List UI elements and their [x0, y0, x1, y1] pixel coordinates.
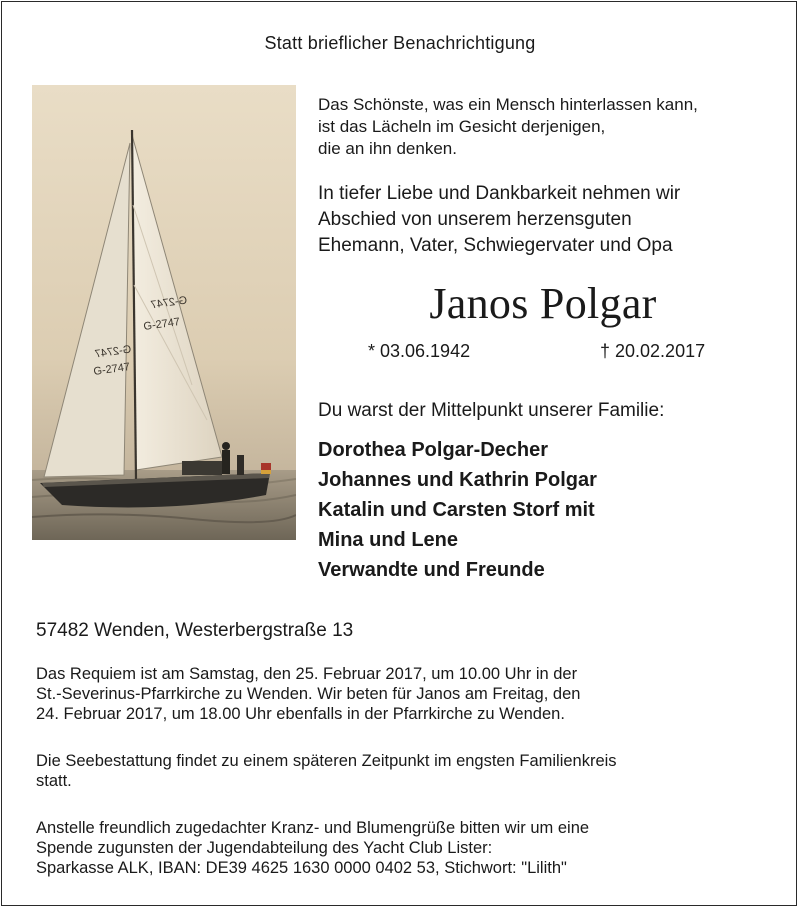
intro-line: Abschied von unserem herzensguten [318, 209, 632, 230]
burial-line: statt. [36, 772, 72, 790]
sail-number: G-2747 [142, 315, 181, 333]
sailboat-photo [32, 85, 296, 540]
intro-line: In tiefer Liebe und Dankbarkeit nehmen wir [318, 183, 681, 204]
mourners-list [318, 435, 597, 585]
family-address: 57482 Wenden, Westerbergstraße 13 [36, 620, 354, 641]
intro-line: Ehemann, Vater, Schwiegervater und Opa [318, 235, 673, 256]
donation-line: Spende zugunsten der Jugendabteilung des Yacht Club Lister: [36, 839, 493, 857]
donation-paragraph [36, 818, 589, 878]
notice-header: Statt brieflicher Benachrichtigung [264, 33, 536, 53]
mourner-entry: Katalin und Carsten Storf mit [318, 499, 595, 521]
sail-number: G-2747 [149, 294, 188, 312]
burial-paragraph [36, 751, 617, 791]
mourner-entry: Dorothea Polgar-Decher [318, 439, 549, 461]
memorial-quote [318, 94, 698, 160]
birth-date: * 03.06.1942 [368, 341, 471, 361]
farewell-intro [318, 181, 680, 259]
mourner-entry: Verwandte und Freunde [318, 559, 545, 581]
donation-line: Sparkasse ALK, IBAN: DE39 4625 1630 0000 0402 53, Stichwort: "Lilith" [36, 859, 567, 877]
requiem-line: St.-Severinus-Pfarrkirche zu Wenden. Wir beten für Janos am Freitag, den [36, 685, 581, 703]
quote-line: Das Schönste, was ein Mensch hinterlassen kann, [318, 95, 698, 114]
burial-line: Die Seebestattung findet zu einem späteren Zeitpunkt im engsten Familienkreis [36, 752, 617, 770]
quote-line: ist das Lächeln im Gesicht derjenigen, [318, 117, 606, 136]
sail-number: G-2747 [92, 360, 131, 378]
donation-line: Anstelle freundlich zugedachter Kranz- und Blumengrüße bitten wir um eine [36, 819, 590, 837]
requiem-paragraph [36, 664, 580, 724]
sail-number: G-2747 [94, 343, 133, 361]
deceased-name: Janos Polgar [429, 279, 657, 328]
family-intro-line: Du warst der Mittelpunkt unserer Familie: [318, 400, 665, 421]
requiem-line: Das Requiem ist am Samstag, den 25. Februar 2017, um 10.00 Uhr in der [36, 665, 578, 683]
mourner-entry: Mina und Lene [318, 529, 458, 551]
requiem-line: 24. Februar 2017, um 18.00 Uhr ebenfalls in der Pfarrkirche zu Wenden. [36, 705, 565, 723]
quote-line: die an ihn denken. [318, 139, 457, 158]
death-date: † 20.02.2017 [600, 341, 706, 361]
mourner-entry: Johannes und Kathrin Polgar [318, 469, 597, 491]
